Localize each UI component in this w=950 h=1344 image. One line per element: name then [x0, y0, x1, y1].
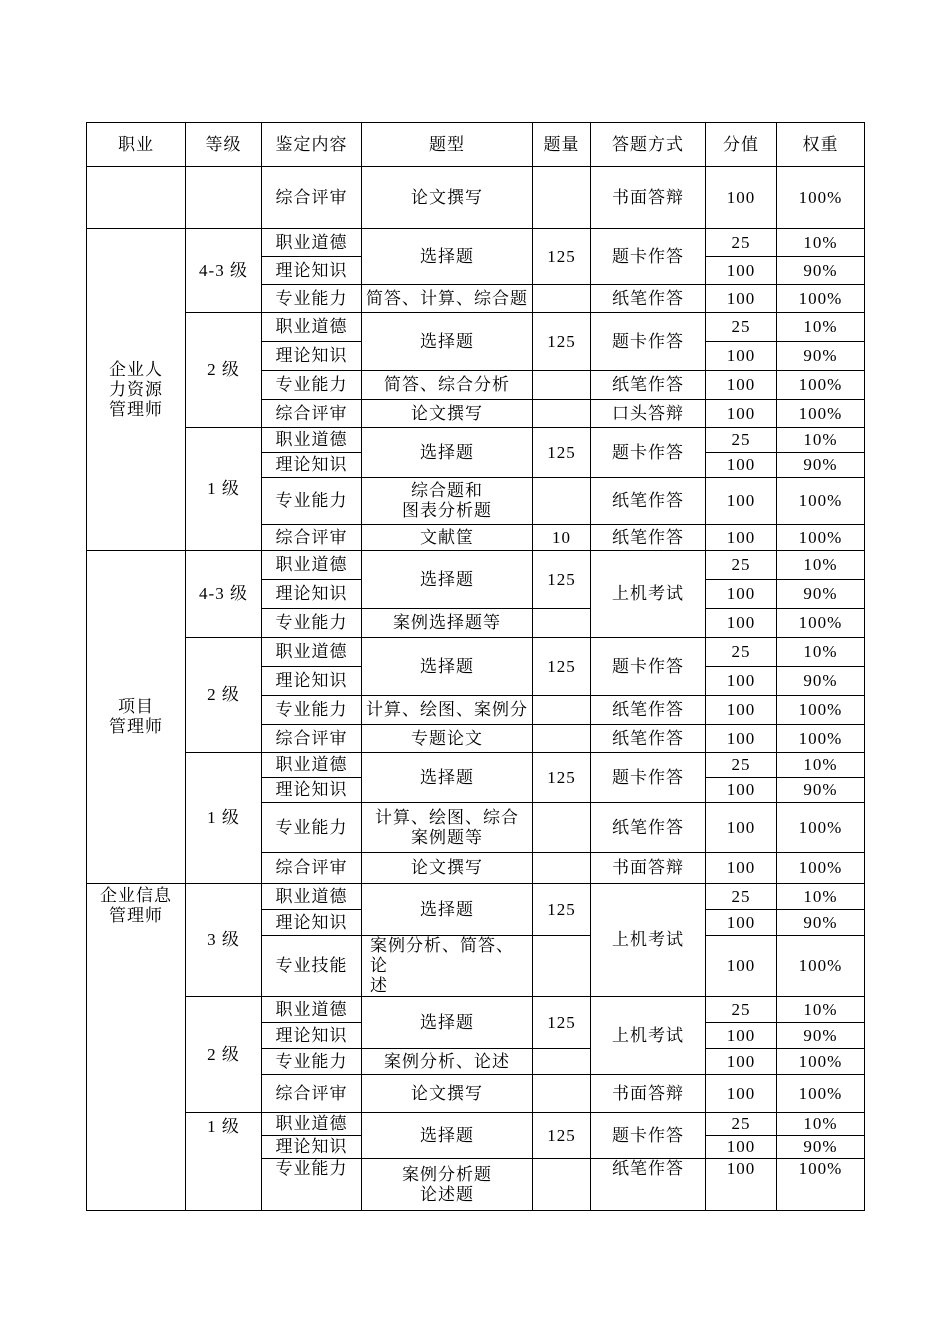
score-cell: 100: [706, 371, 777, 400]
header-row: [87, 123, 865, 167]
occupation-hr: [87, 229, 186, 551]
quantity-cell: 125: [533, 1113, 591, 1159]
occupation-im: [87, 884, 186, 1211]
level-cell: 2 级: [186, 638, 262, 753]
content-cell: 理论知识: [262, 778, 362, 803]
weight-cell: 100%: [777, 285, 865, 313]
type-cell: 论文撰写: [362, 853, 533, 884]
type-line: 述: [370, 976, 388, 996]
quantity-cell: [533, 1049, 591, 1075]
score-cell: 100: [706, 910, 777, 936]
score-cell: 100: [706, 609, 777, 638]
score-cell: 100: [706, 525, 777, 551]
score-cell: 25: [706, 753, 777, 778]
type-line: 案例题等: [411, 827, 483, 848]
weight-cell: 100%: [777, 936, 865, 997]
type-cell: 选择题: [362, 1113, 533, 1159]
score-cell: 100: [706, 580, 777, 609]
score-cell: 100: [706, 257, 777, 285]
score-cell: 25: [706, 1113, 777, 1136]
type-line: 案例分析题: [402, 1164, 492, 1185]
method-cell: 纸笔作答: [591, 696, 706, 725]
weight-cell: 100%: [777, 400, 865, 428]
level-cell: 3 级: [186, 884, 262, 997]
weight-cell: 90%: [777, 778, 865, 803]
weight-cell: 100%: [777, 525, 865, 551]
type-line: 论述题: [420, 1184, 474, 1205]
type-cell: 选择题: [362, 229, 533, 285]
method-cell: 题卡作答: [591, 313, 706, 371]
header-weight: 权重: [777, 123, 865, 167]
quantity-cell: 10: [533, 525, 591, 551]
content-cell: 综合评审: [262, 853, 362, 884]
quantity-cell: 125: [533, 551, 591, 609]
weight-cell: 10%: [777, 884, 865, 910]
type-cell: 论文撰写: [362, 400, 533, 428]
type-line: 案例分析、简答、论: [370, 936, 514, 976]
level-cell: [186, 167, 262, 229]
score-cell: 100: [706, 1136, 777, 1159]
level-cell: 4-3 级: [186, 551, 262, 638]
content-cell: 职业道德: [262, 1113, 362, 1136]
method-cell: 书面答辩: [591, 1075, 706, 1113]
content-cell: 专业能力: [262, 609, 362, 638]
quantity-cell: [533, 609, 591, 638]
method-cell: 题卡作答: [591, 753, 706, 803]
occupation-line: 力资源: [109, 379, 163, 400]
method-cell: 上机考试: [591, 884, 706, 997]
content-cell: 职业道德: [262, 428, 362, 453]
quantity-cell: [533, 696, 591, 725]
score-cell: 25: [706, 428, 777, 453]
method-cell: 题卡作答: [591, 428, 706, 478]
content-cell: 综合评审: [262, 167, 362, 229]
type-cell: 专题论文: [362, 725, 533, 753]
score-cell: 100: [706, 478, 777, 525]
type-cell: [362, 803, 533, 853]
weight-cell: 100%: [777, 167, 865, 229]
type-line: 图表分析题: [402, 501, 492, 521]
header-content: 鉴定内容: [262, 123, 362, 167]
table-row: [87, 428, 865, 453]
score-cell: 100: [706, 696, 777, 725]
level-cell: 2 级: [186, 997, 262, 1113]
method-cell: 题卡作答: [591, 1113, 706, 1159]
weight-cell: 100%: [777, 696, 865, 725]
method-cell: 口头答辩: [591, 400, 706, 428]
score-cell: 100: [706, 803, 777, 853]
content-cell: 专业能力: [262, 371, 362, 400]
weight-cell: 10%: [777, 753, 865, 778]
content-cell: 理论知识: [262, 910, 362, 936]
quantity-cell: 125: [533, 638, 591, 696]
weight-cell: 10%: [777, 428, 865, 453]
type-cell: 计算、绘图、案例分: [362, 696, 533, 725]
weight-cell: 10%: [777, 1113, 865, 1136]
occupation-line: 项目: [118, 697, 154, 717]
score-cell: 100: [706, 853, 777, 884]
score-cell: 100: [706, 342, 777, 371]
quantity-cell: 125: [533, 997, 591, 1049]
quantity-cell: [533, 371, 591, 400]
header-level: 等级: [186, 123, 262, 167]
method-cell: 题卡作答: [591, 638, 706, 696]
header-score: 分值: [706, 123, 777, 167]
method-cell: 纸笔作答: [591, 725, 706, 753]
method-cell: 纸笔作答: [591, 525, 706, 551]
weight-cell: 90%: [777, 342, 865, 371]
level-cell: 1 级: [186, 428, 262, 551]
quantity-cell: [533, 725, 591, 753]
type-cell: 选择题: [362, 551, 533, 609]
type-cell: 选择题: [362, 753, 533, 803]
content-cell: 综合评审: [262, 400, 362, 428]
method-cell: 纸笔作答: [591, 285, 706, 313]
score-cell: 100: [706, 285, 777, 313]
level-cell: 1 级: [186, 753, 262, 884]
occupation-cell: [87, 167, 186, 229]
weight-cell: 10%: [777, 229, 865, 257]
content-cell: 职业道德: [262, 313, 362, 342]
type-cell: 案例选择题等: [362, 609, 533, 638]
content-cell: 职业道德: [262, 884, 362, 910]
score-cell: 25: [706, 313, 777, 342]
header-occupation: 职业: [87, 123, 186, 167]
method-cell: 书面答辩: [591, 853, 706, 884]
occupation-line: 管理师: [109, 906, 163, 926]
score-cell: 100: [706, 167, 777, 229]
method-cell: 题卡作答: [591, 229, 706, 285]
content-cell: 理论知识: [262, 342, 362, 371]
score-cell: 100: [706, 725, 777, 753]
weight-cell: 100%: [777, 803, 865, 853]
content-cell: 专业能力: [262, 696, 362, 725]
score-cell: 100: [706, 667, 777, 696]
weight-cell: 10%: [777, 997, 865, 1023]
content-cell: 专业能力: [262, 1049, 362, 1075]
weight-cell: 100%: [777, 1049, 865, 1075]
content-cell: 综合评审: [262, 725, 362, 753]
header-type: 题型: [362, 123, 533, 167]
quantity-cell: 125: [533, 229, 591, 285]
type-cell: 选择题: [362, 638, 533, 696]
score-cell: 100: [706, 1159, 777, 1211]
weight-cell: 90%: [777, 580, 865, 609]
weight-cell: 10%: [777, 638, 865, 667]
weight-cell: 100%: [777, 1159, 865, 1211]
score-cell: 25: [706, 884, 777, 910]
quantity-cell: [533, 167, 591, 229]
type-line: 计算、绘图、综合: [375, 807, 519, 828]
content-cell: 职业道德: [262, 997, 362, 1023]
weight-cell: 90%: [777, 453, 865, 478]
level-cell: 2 级: [186, 313, 262, 428]
content-cell: 综合评审: [262, 1075, 362, 1113]
table-row: [87, 753, 865, 778]
occupation-line: 管理师: [109, 717, 163, 737]
content-cell: 职业道德: [262, 638, 362, 667]
header-method: 答题方式: [591, 123, 706, 167]
score-cell: 100: [706, 1075, 777, 1113]
score-cell: 100: [706, 453, 777, 478]
score-cell: 100: [706, 1023, 777, 1049]
table-row: [87, 1113, 865, 1136]
quantity-cell: 125: [533, 884, 591, 936]
type-cell: 论文撰写: [362, 1075, 533, 1113]
type-cell: 文献筐: [362, 525, 533, 551]
score-cell: 100: [706, 1049, 777, 1075]
quantity-cell: [533, 1159, 591, 1211]
weight-cell: 90%: [777, 1023, 865, 1049]
content-cell: 职业道德: [262, 753, 362, 778]
quantity-cell: [533, 936, 591, 997]
quantity-cell: [533, 803, 591, 853]
weight-cell: 100%: [777, 609, 865, 638]
level-cell: 1 级: [186, 1113, 262, 1211]
header-quantity: 题量: [533, 123, 591, 167]
occupation-line: 企业信息: [100, 886, 172, 906]
occupation-pm: [87, 551, 186, 884]
score-cell: 25: [706, 551, 777, 580]
table-row: [87, 884, 865, 910]
content-cell: 专业能力: [262, 285, 362, 313]
score-cell: 100: [706, 778, 777, 803]
type-cell: 选择题: [362, 428, 533, 478]
quantity-cell: [533, 478, 591, 525]
type-cell: 选择题: [362, 884, 533, 936]
weight-cell: 10%: [777, 551, 865, 580]
type-cell: 案例分析、论述: [362, 1049, 533, 1075]
content-cell: 理论知识: [262, 1023, 362, 1049]
weight-cell: 10%: [777, 313, 865, 342]
content-cell: 专业能力: [262, 803, 362, 853]
content-cell: 专业能力: [262, 1159, 362, 1211]
weight-cell: 100%: [777, 371, 865, 400]
table-row: [87, 167, 865, 229]
weight-cell: 90%: [777, 910, 865, 936]
level-cell: 4-3 级: [186, 229, 262, 313]
weight-cell: 100%: [777, 725, 865, 753]
method-cell: 上机考试: [591, 997, 706, 1075]
method-cell: 上机考试: [591, 551, 706, 638]
content-cell: 理论知识: [262, 667, 362, 696]
content-cell: 职业道德: [262, 229, 362, 257]
score-cell: 100: [706, 400, 777, 428]
weight-cell: 90%: [777, 1136, 865, 1159]
weight-cell: 90%: [777, 257, 865, 285]
quantity-cell: [533, 285, 591, 313]
score-cell: 25: [706, 997, 777, 1023]
method-cell: 纸笔作答: [591, 1159, 706, 1211]
method-cell: 纸笔作答: [591, 478, 706, 525]
content-cell: 理论知识: [262, 580, 362, 609]
type-cell: [362, 1159, 533, 1211]
weight-cell: 90%: [777, 667, 865, 696]
content-cell: 理论知识: [262, 257, 362, 285]
table-row: [87, 313, 865, 342]
quantity-cell: [533, 400, 591, 428]
score-cell: 100: [706, 936, 777, 997]
type-cell: 简答、综合分析: [362, 371, 533, 400]
type-cell: [362, 936, 533, 997]
type-cell: 简答、计算、综合题: [362, 285, 533, 313]
type-cell: 选择题: [362, 313, 533, 371]
method-cell: 书面答辩: [591, 167, 706, 229]
content-cell: 综合评审: [262, 525, 362, 551]
content-cell: 理论知识: [262, 453, 362, 478]
type-line: 综合题和: [411, 481, 483, 501]
exam-table: [86, 122, 865, 1211]
type-cell: [362, 478, 533, 525]
quantity-cell: [533, 853, 591, 884]
occupation-line: 企业人: [109, 359, 163, 380]
score-cell: 25: [706, 229, 777, 257]
quantity-cell: 125: [533, 313, 591, 371]
type-cell: 选择题: [362, 997, 533, 1049]
type-cell: 论文撰写: [362, 167, 533, 229]
score-cell: 25: [706, 638, 777, 667]
content-cell: 理论知识: [262, 1136, 362, 1159]
table-row: [87, 638, 865, 667]
table-row: [87, 551, 865, 580]
weight-cell: 100%: [777, 853, 865, 884]
quantity-cell: 125: [533, 753, 591, 803]
content-cell: 专业能力: [262, 478, 362, 525]
method-cell: 纸笔作答: [591, 371, 706, 400]
table-row: [87, 229, 865, 257]
content-cell: 专业技能: [262, 936, 362, 997]
quantity-cell: [533, 1075, 591, 1113]
content-cell: 职业道德: [262, 551, 362, 580]
occupation-line: 管理师: [109, 399, 163, 420]
weight-cell: 100%: [777, 478, 865, 525]
table-row: [87, 997, 865, 1023]
weight-cell: 100%: [777, 1075, 865, 1113]
quantity-cell: 125: [533, 428, 591, 478]
method-cell: 纸笔作答: [591, 803, 706, 853]
